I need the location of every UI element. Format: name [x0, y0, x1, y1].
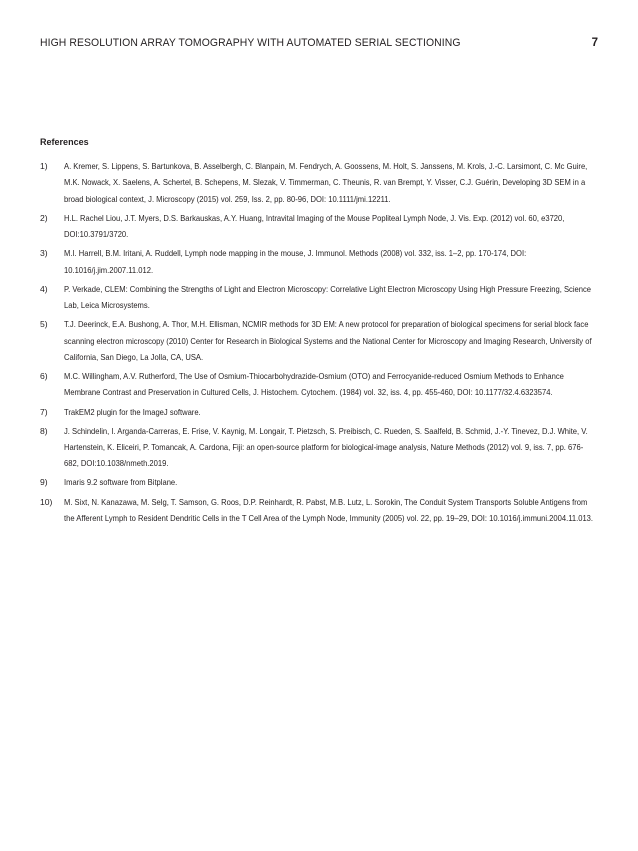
- reference-text: M. Sixt, N. Kanazawa, M. Selg, T. Samson, G. Roos, D.P. Reinhardt, R. Pabst, M.B. Lutz, L. Sorokin, The Conduit System Transports Soluble Antigens from the Afferent Lymph to Resident Dendritic Cells in the T Cell Area of the Lymph Node, Immunity (2005) vol. 22, pp. 19–29, DOI: 10.1016/j.immuni.2004.11.013.: [64, 496, 594, 523]
- reference-text: P. Verkade, CLEM: Combining the Strengths of Light and Electron Microscopy: Correlative Light Electron Microscopy Using High Pressure Freezing, Science Lab, Leica Microsystems.: [64, 283, 592, 311]
- reference-text: M.I. Harrell, B.M. Iritani, A. Ruddell, Lymph node mapping in the mouse, J. Immunol. Methods (2008) vol. 332, iss. 1–2, pp. 170-174, DOI: 10.1016/j.jim.2007.11.012.: [64, 248, 527, 275]
- reference-number: 1): [40, 161, 48, 171]
- reference-list: [40, 158, 598, 526]
- running-header-title: HIGH RESOLUTION ARRAY TOMOGRAPHY WITH AUTOMATED SERIAL SECTIONING: [40, 37, 461, 49]
- reference-text: A. Kremer, S. Lippens, S. Bartunkova, B. Asselbergh, C. Blanpain, M. Fendrych, A. Goossens, M. Holt, S. Janssens, M. Krols, J.-C. Larsimont, C. Mc Guire, M.K. Nowack, X. Saelens, A. Schertel, B. Schepens, M. Slezak, V. Timmerman, C. Theunis, R. van Brempt, Y. Visser, C.J. Guérin, Developing 3D SEM in a broad biological context, J. Microscopy (2015) vol. 259, Iss. 2, pp. 80-96, DOI: 10.1111/jmi.12211.: [64, 161, 588, 204]
- reference-item: [40, 474, 598, 490]
- reference-number: 9): [40, 477, 48, 488]
- reference-text: Imaris 9.2 software from Bitplane.: [64, 477, 178, 488]
- references-section: [40, 137, 598, 529]
- reference-item: [40, 210, 598, 243]
- reference-text: J. Schindelin, I. Arganda-Carreras, E. Frise, V. Kaynig, M. Longair, T. Pietzsch, S. Preibisch, C. Rueden, S. Saalfeld, B. Schmid, J.-Y. Tinevez, D.J. White, V. Hartenstein, K. Eliceiri, P. Tomancak, A. Cardona, Fiji: an open-source platform for biological-image analysis, Nature Methods (2012) vol. 9, iss. 7, pp. 676-682, DOI:10.1038/nmeth.2019.: [64, 425, 588, 469]
- page-number: 7: [591, 37, 598, 49]
- reference-text: H.L. Rachel Liou, J.T. Myers, D.S. Barkauskas, A.Y. Huang, Intravital Imaging of the Mouse Popliteal Lymph Node, J. Vis. Exp. (2012) vol. 60, e3720, DOI:10.3791/3720.: [64, 212, 565, 240]
- reference-number: 4): [40, 283, 48, 294]
- reference-item: [40, 316, 598, 365]
- reference-item: [40, 158, 598, 207]
- reference-item: [40, 368, 598, 401]
- reference-item: [40, 404, 598, 420]
- reference-text: M.C. Willingham, A.V. Rutherford, The Use of Osmium-Thiocarbohydrazide-Osmium (OTO) and Ferrocyanide-reduced Osmium Methods to Enhance Membrane Contrast and Preservation in Cultured Cells, J. Histochem. Cytochem. (1984) vol. 32, iss. 4, pp. 455-460, DOI: 10.1177/32.4.6323574.: [64, 371, 564, 398]
- reference-text: TrakEM2 plugin for the ImageJ software.: [64, 406, 201, 417]
- reference-number: 5): [40, 319, 48, 330]
- reference-number: 7): [40, 406, 48, 417]
- references-heading: References: [40, 137, 89, 148]
- reference-item: [40, 281, 598, 314]
- reference-number: 8): [40, 425, 48, 436]
- reference-number: 2): [40, 212, 48, 223]
- reference-number: 6): [40, 371, 48, 382]
- reference-number: 3): [40, 248, 48, 259]
- reference-item: [40, 423, 598, 472]
- reference-text: T.J. Deerinck, E.A. Bushong, A. Thor, M.H. Ellisman, NCMIR methods for 3D EM: A new protocol for preparation of biological specimens for serial block face scanning electron microscopy (2010) Center for Research in Biological Systems and the National Center for Microscopy and Imaging Research, University of California, San Diego, La Jolla, CA, USA.: [64, 319, 592, 362]
- reference-item: [40, 245, 598, 278]
- reference-number: 10): [40, 496, 53, 507]
- reference-item: [40, 494, 598, 527]
- running-header: [40, 37, 598, 51]
